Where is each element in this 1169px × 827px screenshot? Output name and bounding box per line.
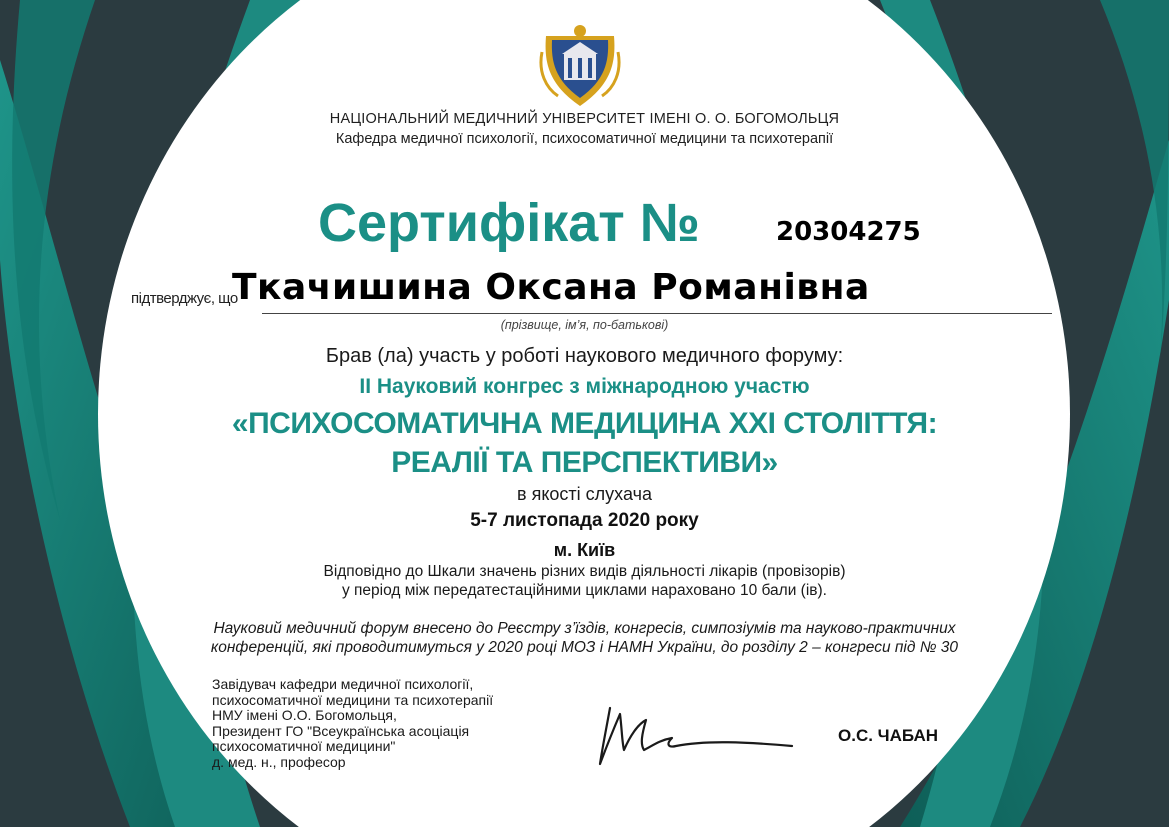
signer-name: О.С. ЧАБАН bbox=[838, 726, 939, 745]
signer-title-line: психосоматичної медицини та психотерапії bbox=[212, 691, 494, 708]
participation-statement: Брав (ла) участь у роботі наукового медичного форуму: bbox=[325, 345, 844, 367]
name-underline bbox=[262, 313, 1052, 314]
signer-title-line: Завідувач кафедри медичної психології, bbox=[212, 676, 474, 692]
credit-scale-line-2: у період між передатестаційними циклами нараховано 10 бали (ів). bbox=[341, 582, 827, 599]
signer-title-line: НМУ імені О.О. Богомольця, bbox=[212, 707, 397, 724]
university-crest-icon bbox=[538, 22, 622, 110]
university-name: НАЦІОНАЛЬНИЙ МЕДИЧНИЙ УНІВЕРСИТЕТ ІМЕНІ О. О. БОГОМОЛЬЦЯ bbox=[329, 111, 840, 127]
registry-note-line-1: Науковий медичний форум внесено до Реєстру з’їздів, конгресів, симпозіумів та науково-практичних bbox=[213, 620, 956, 637]
event-dates: 5-7 листопада 2020 року bbox=[470, 510, 699, 531]
congress-name: ІІ Науковий конгрес з міжнародною участю bbox=[359, 375, 810, 398]
congress-theme-line-2: РЕАЛІЇ ТА ПЕРСПЕКТИВИ» bbox=[391, 446, 778, 479]
participant-role: в якості слухача bbox=[517, 484, 652, 504]
signer-title bbox=[212, 677, 493, 771]
credit-scale-line-1: Відповідно до Шкали значень різних видів діяльності лікарів (провізорів) bbox=[323, 563, 846, 580]
congress-theme-line-1: «ПСИХОСОМАТИЧНА МЕДИЦИНА ХХІ СТОЛІТТЯ: bbox=[231, 407, 938, 440]
registry-note-line-2: конференцій, які проводитимуться у 2020 році МОЗ і НАМН України, до розділу 2 – конгреси під № 30 bbox=[210, 639, 959, 656]
name-hint: (прізвище, ім’я, по-батькові) bbox=[500, 318, 669, 332]
recipient-name: Ткачишина Оксана Романівна bbox=[232, 267, 870, 308]
certificate-title: Сертифікат № bbox=[318, 193, 700, 253]
confirms-label: підтверджує, що bbox=[131, 290, 238, 307]
signer-title-line: психосоматичної медицини" bbox=[212, 738, 396, 755]
signature-image bbox=[596, 700, 802, 772]
signer-title-line: Президент ГО "Всеукраїнська асоціація bbox=[212, 722, 470, 739]
certificate-number: 20304275 bbox=[776, 217, 921, 247]
signer-title-line: д. мед. н., професор bbox=[212, 753, 346, 770]
department-name: Кафедра медичної психології, психосоматичної медицини та психотерапії bbox=[335, 131, 834, 147]
event-city: м. Київ bbox=[553, 540, 616, 560]
